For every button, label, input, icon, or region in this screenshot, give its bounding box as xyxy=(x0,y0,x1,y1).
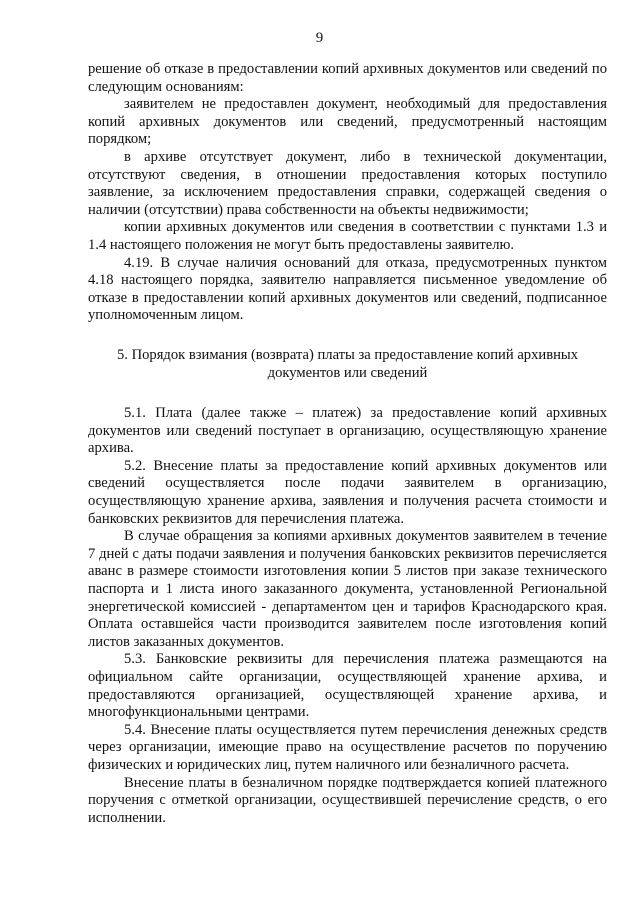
document-body xyxy=(88,61,607,827)
paragraph-5-2: 5.2. Внесение платы за предоставление копий архивных документов или сведений осуществляется после подачи заявителем в организацию, осуществляющую хранение архива, заявления и получения расчета стоимости и банковских реквизитов для перечисления платежа. xyxy=(88,457,607,527)
paragraph-ground-missing-document: заявителем не предоставлен документ, необходимый для предоставления копий архивных документов или сведений, предусмотренный настоящим порядком; xyxy=(88,96,607,148)
paragraph-refusal-decision: решение об отказе в предоставлении копий архивных документов или сведений по следующим основаниям: xyxy=(88,61,607,95)
section-5-heading: 5. Порядок взимания (возврата) платы за предоставление копий архивных документов или сведений xyxy=(116,346,578,381)
paragraph-5-1: 5.1. Плата (далее также – платеж) за предоставление копий архивных документов или сведений поступает в организацию, осуществляющую хранение архива. xyxy=(88,405,607,457)
paragraph-advance-payment: В случае обращения за копиями архивных документов заявителем в течение 7 дней с даты подачи заявления и получения банковских реквизитов перечисляется аванс в размере стоимости изготовления копии 5 листов при заказе технического паспорта и 1 листа иного заказанного документа, установленной Региональной энергетической комиссией - департаментом цен и тарифов Краснодарского края. Оплата оставшейся части производится заявителем после изготовления копий листов заказанных документов. xyxy=(88,528,607,650)
paragraph-5-4: 5.4. Внесение платы осуществляется путем перечисления денежных средств через организации, имеющие право на осуществление расчетов по поручению физических и юридических лиц, путем наличного или безналичного расчета. xyxy=(88,721,607,773)
paragraph-ground-archive-absent: в архиве отсутствует документ, либо в технической документации, отсутствуют сведения, в отношении предоставления которых поступило заявление, за исключением предоставления справки, содержащей сведения о наличии (отсутствии) права собственности на объекты недвижимости; xyxy=(88,148,607,218)
paragraph-5-3: 5.3. Банковские реквизиты для перечисления платежа размещаются на официальном сайте организации, осуществляющей хранение архива, и предоставляются организацией, осуществляющей хранение архива, и многофункциональными центрами. xyxy=(88,651,607,721)
page-number: 9 xyxy=(315,30,324,46)
paragraph-4-19: 4.19. В случае наличия оснований для отказа, предусмотренных пунктом 4.18 настоящего порядка, заявителю направляется письменное уведомление об отказе в предоставлении копий архивных документов или сведений, подписанное уполномоченным лицом. xyxy=(88,254,607,324)
paragraph-cashless-confirmation: Внесение платы в безналичном порядке подтверждается копией платежного поручения с отметкой организации, осуществившей перечисление средств, о его исполнении. xyxy=(88,774,607,826)
paragraph-ground-restricted: копии архивных документов или сведения в соответствии с пунктами 1.3 и 1.4 настоящего положения не могут быть предоставлены заявителю. xyxy=(88,219,607,253)
